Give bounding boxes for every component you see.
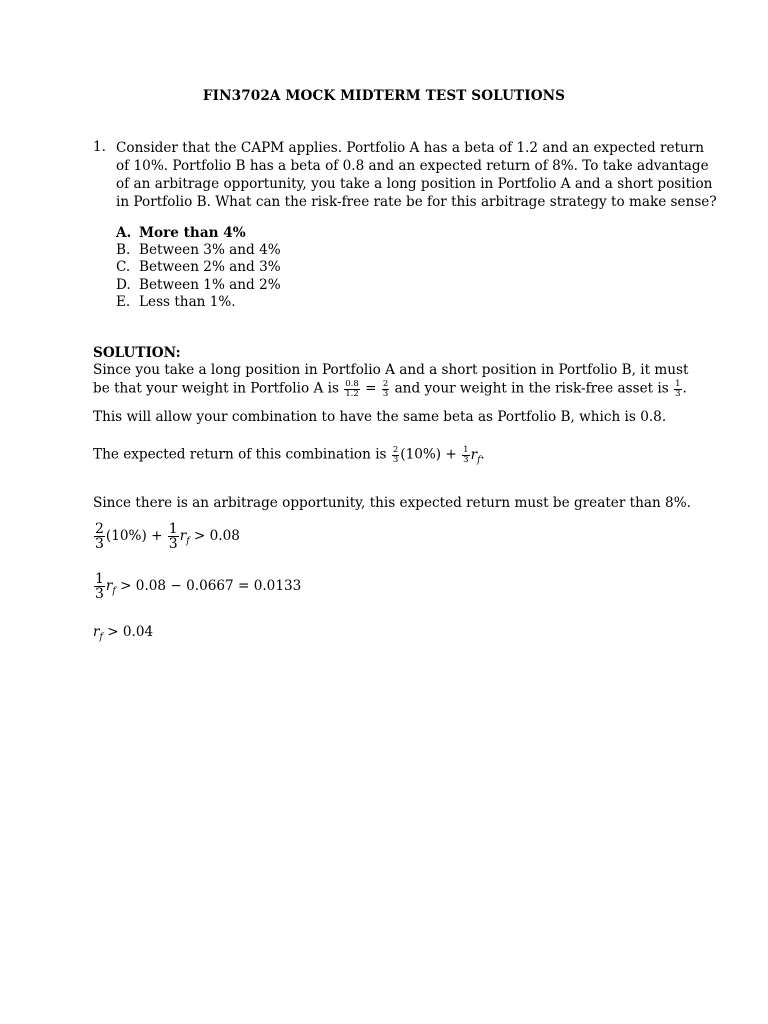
option-letter: C. bbox=[116, 259, 131, 276]
fraction-2-over-3 bbox=[382, 380, 389, 398]
option-text: More than 4% bbox=[139, 225, 246, 241]
denominator: 1.2 bbox=[345, 388, 359, 399]
equation-2: $\frac{1}{3}$ $r_f > 0.08 - 0.0667 = 0.0133$ bbox=[95, 571, 302, 602]
option-c bbox=[116, 259, 281, 276]
solution-line-2: be that your weight in Portfolio A is $\frac{0.8}{1.2}$ = $\frac{2}{3}$ and your weight in the risk-free asset is $\frac{1}{3}$ . bbox=[93, 379, 687, 399]
solution-heading: SOLUTION: bbox=[93, 345, 181, 361]
option-letter: D. bbox=[116, 276, 131, 293]
option-text: Between 2% and 3% bbox=[139, 259, 281, 276]
option-text: Less than 1%. bbox=[139, 293, 236, 310]
option-a bbox=[116, 225, 281, 242]
denominator: 3 bbox=[675, 388, 681, 399]
fraction-1-over-3: $\frac{1}{3}$ bbox=[168, 521, 178, 552]
solution-line-3: This will allow your combination to have the same beta as Portfolio B, which is 0.8. bbox=[93, 409, 667, 425]
question-line: of 10%. Portfolio B has a beta of 0.8 and an expected return of 8%. To take advantage bbox=[116, 158, 709, 174]
question-text bbox=[116, 139, 717, 211]
fraction-0.8-over-1.2 bbox=[344, 380, 360, 398]
fraction-1-over-3: $\frac{1}{3}$ bbox=[463, 445, 469, 465]
answer-options bbox=[116, 225, 281, 311]
solution-line-5: Since there is an arbitrage opportunity, this expected return must be greater than 8%. bbox=[93, 495, 691, 511]
question-line: Consider that the CAPM applies. Portfolio A has a beta of 1.2 and an expected return bbox=[116, 140, 705, 156]
solution-text: be that your weight in Portfolio A is bbox=[93, 380, 339, 397]
solution-text: and your weight in the risk-free asset is bbox=[394, 380, 669, 397]
option-text: Between 3% and 4% bbox=[139, 242, 281, 259]
question-line: of an arbitrage opportunity, you take a long position in Portfolio A and a short position bbox=[116, 176, 713, 192]
numerator: 1 bbox=[675, 379, 681, 389]
denominator: 3 bbox=[382, 388, 389, 399]
page-title: FIN3702A MOCK MIDTERM TEST SOLUTIONS bbox=[202, 88, 566, 104]
solution-line-1: Since you take a long position in Portfolio A and a short position in Portfolio B, it must bbox=[93, 362, 689, 378]
option-d bbox=[116, 277, 281, 294]
solution-line-4: The expected return of this combination is $\frac{2}{3}$ (10%) + $\frac{1}{3}$ $r_f$. bbox=[93, 445, 485, 466]
numerator: 0.8 bbox=[345, 379, 359, 389]
equation-3: $r_f > 0.04$ bbox=[93, 624, 154, 643]
fraction-1-over-3: $\frac{1}{3}$ bbox=[95, 571, 104, 602]
option-text: Between 1% and 2% bbox=[139, 276, 281, 293]
numerator: 2 bbox=[382, 379, 389, 389]
fraction-1-over-3 bbox=[674, 380, 681, 398]
option-b bbox=[116, 242, 281, 259]
fraction-2-over-3: $\frac{2}{3}$ bbox=[392, 445, 399, 465]
option-letter: E. bbox=[116, 293, 131, 310]
option-e bbox=[116, 294, 281, 311]
option-letter: A. bbox=[116, 225, 132, 241]
question-number: 1. bbox=[93, 139, 106, 155]
equation-1: $\frac{2}{3}$ (10%) + $\frac{1}{3}$ $r_f > 0.08$ bbox=[95, 521, 240, 552]
question-line: in Portfolio B. What can the risk-free rate be for this arbitrage strategy to make sense? bbox=[116, 194, 717, 210]
fraction-2-over-3: $\frac{2}{3}$ bbox=[95, 521, 104, 552]
solution-text: The expected return of this combination is bbox=[93, 446, 387, 463]
option-letter: B. bbox=[116, 242, 131, 259]
risk-free-symbol: $r_f$ bbox=[470, 446, 481, 466]
